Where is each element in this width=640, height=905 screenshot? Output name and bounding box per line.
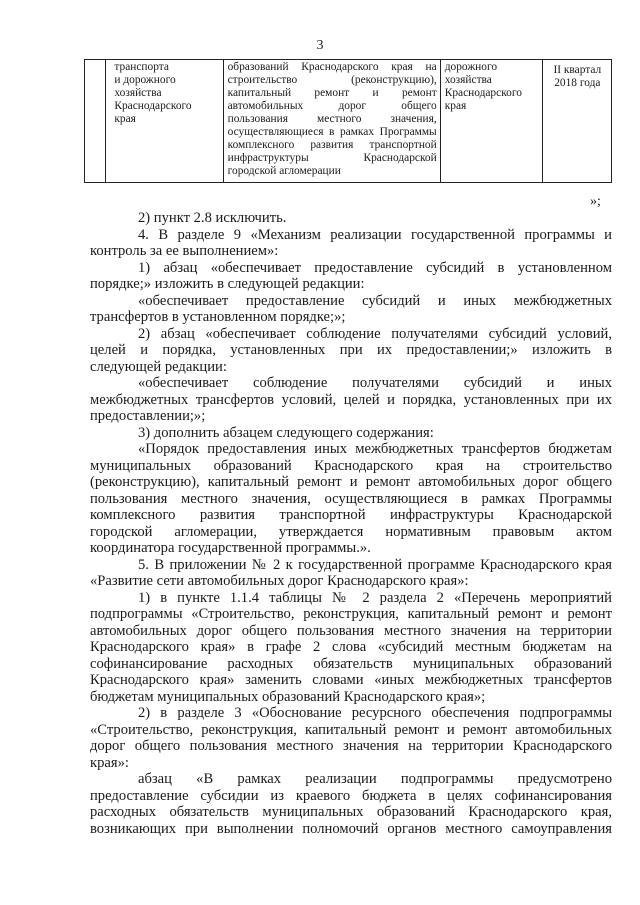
cell-text-line: Краснодарского	[444, 87, 522, 99]
cell-text-line: комплексного развития транспортной	[227, 139, 437, 151]
paragraph-line: трансфертов в установленном порядке;»;	[90, 309, 346, 325]
paragraph	[90, 557, 612, 590]
page-number: 3	[316, 38, 324, 53]
paragraph-line: 4. В разделе 9 «Механизм реализации государственной программы и	[138, 226, 612, 243]
paragraph-line: абзац «В рамках реализации подпрограммы предусмотрено	[138, 771, 612, 787]
cell-text-line: образований Краснодарского края на	[227, 61, 437, 73]
cell-text-line: капитальный ремонт и ремонт	[227, 87, 437, 99]
paragraph	[90, 293, 612, 326]
paragraph-line: (реконструкцию), капитальный ремонт и ремонт автомобильных дорог общего	[90, 474, 612, 490]
paragraph-line: автомобильных дорог общего пользования местного значения на территории	[90, 622, 612, 639]
paragraph-line: «Развитие сети автомобильных дорог Краснодарского края»:	[90, 573, 469, 589]
cell-text-line: пользования местного значения,	[227, 113, 437, 125]
cell-text-line: автомобильных дорог общего	[227, 100, 437, 112]
paragraph-line: координатора государственной программы.».	[90, 540, 371, 556]
paragraph-line: муниципальных образований Краснодарского края на строительство	[90, 457, 612, 474]
cell-text-line: края	[114, 113, 136, 125]
paragraph-line: возникающих при выполнении полномочий органов местного самоуправления	[90, 820, 612, 837]
document-body	[90, 210, 612, 837]
cell-text-line: края	[444, 100, 467, 112]
paragraph-line: контроль за ее выполнением»:	[90, 243, 279, 259]
paragraph-line: целей и порядка, установленных при их предоставлении;» изложить в	[90, 342, 612, 358]
paragraph-line: 2) абзац «обеспечивает соблюдение получателями субсидий условий,	[138, 325, 612, 342]
cell-text-line: хозяйства	[444, 74, 492, 86]
paragraph-line: «Порядок предоставления иных межбюджетных трансфертов бюджетам	[138, 441, 612, 457]
table-cell-responsible	[106, 60, 223, 183]
paragraph-line: межбюджетных трансфертов условий, целей и порядка, установленных при их	[90, 391, 612, 408]
paragraph-line: «обеспечивает соблюдение получателями субсидий и иных	[138, 375, 612, 391]
table-cell-executor	[440, 60, 542, 183]
paragraph-line: Краснодарского края» заменить словами «иных межбюджетных трансфертов	[90, 672, 612, 688]
cell-text-line: транспорта	[114, 61, 169, 73]
paragraph-line: расходных обязательств муниципальных образований Краснодарского края,	[90, 804, 612, 820]
paragraph-line: «Строительство, реконструкция, капитальный ремонт и ремонт автомобильных	[90, 721, 612, 738]
paragraph-line: следующей редакции:	[90, 358, 227, 375]
cell-text-line: дорожного	[444, 61, 498, 73]
cell-text-line: 2018 года	[554, 77, 601, 89]
paragraph-line: предоставление субсидии из краевого бюджета в целях софинансирования	[90, 787, 612, 804]
cell-text-line: строительство (реконструкцию),	[227, 74, 437, 86]
paragraph-line: 5. В приложении № 2 к государственной программе Краснодарского края	[138, 556, 612, 573]
paragraph-line: бюджетам муниципальных образований Краснодарского края»;	[90, 688, 486, 705]
paragraph-line: пользования местного значения, осуществляющиеся в рамках Программы	[90, 490, 612, 507]
cell-text-line: и дорожного	[114, 74, 176, 86]
paragraph-line: Краснодарского края» в графе 2 слова «субсидий местным бюджетам на	[90, 639, 612, 655]
cell-text-line: осуществляющиеся в рамках Программы	[227, 126, 437, 138]
paragraph-line: 3) дополнить абзацем следующего содержания:	[138, 424, 434, 441]
paragraph-line: края»:	[90, 754, 129, 771]
paragraph	[90, 210, 612, 227]
paragraph	[90, 425, 612, 442]
paragraph-line: комплексного развития транспортной инфраструктуры Краснодарской	[90, 507, 612, 523]
paragraph-line: подпрограммы «Строительство, реконструкция, капитальный ремонт и ремонт	[90, 606, 612, 622]
paragraph	[90, 441, 612, 557]
paragraph-line: 2) в разделе 3 «Обоснование ресурсного обеспечения подпрограммы	[138, 705, 612, 721]
cell-text-line: хозяйства	[114, 87, 162, 99]
paragraph	[90, 375, 612, 425]
paragraph-line: городской агломерации, утверждается нормативным правовым актом	[90, 523, 612, 540]
paragraph	[90, 227, 612, 260]
paragraph	[90, 590, 612, 706]
table-row	[85, 60, 612, 183]
table-continuation	[84, 59, 612, 183]
paragraph-line: дорог общего пользования местного значения на территории Краснодарского	[90, 738, 612, 754]
cell-text-line: инфраструктуры Краснодарской	[227, 152, 437, 164]
paragraph-line: «обеспечивает предоставление субсидий и иных межбюджетных	[138, 292, 612, 309]
paragraph	[90, 260, 612, 293]
paragraph-line: предоставлении;»;	[90, 408, 206, 424]
cell-text-line: II квартал	[553, 64, 602, 76]
paragraph-line: 2) пункт 2.8 исключить.	[138, 210, 287, 226]
cell-text-line: городской агломерации	[227, 165, 341, 177]
paragraph	[90, 326, 612, 376]
paragraph	[90, 771, 612, 837]
paragraph-line: порядке;» изложить в следующей редакции:	[90, 276, 365, 292]
table-cell-number	[85, 60, 106, 183]
paragraph-line: 1) в пункте 1.1.4 таблицы № 2 раздела 2 «Перечень мероприятий	[138, 589, 612, 606]
paragraph	[90, 705, 612, 771]
paragraph-line: софинансирование расходных обязательств муниципальных образований	[90, 655, 612, 672]
table-cell-deadline	[542, 60, 611, 183]
table-cell-description	[223, 60, 440, 183]
cell-text-line: Краснодарского	[114, 100, 192, 112]
paragraph-line: 1) абзац «обеспечивает предоставление субсидий в установленном	[138, 259, 612, 276]
closing-quote: »;	[590, 194, 601, 209]
